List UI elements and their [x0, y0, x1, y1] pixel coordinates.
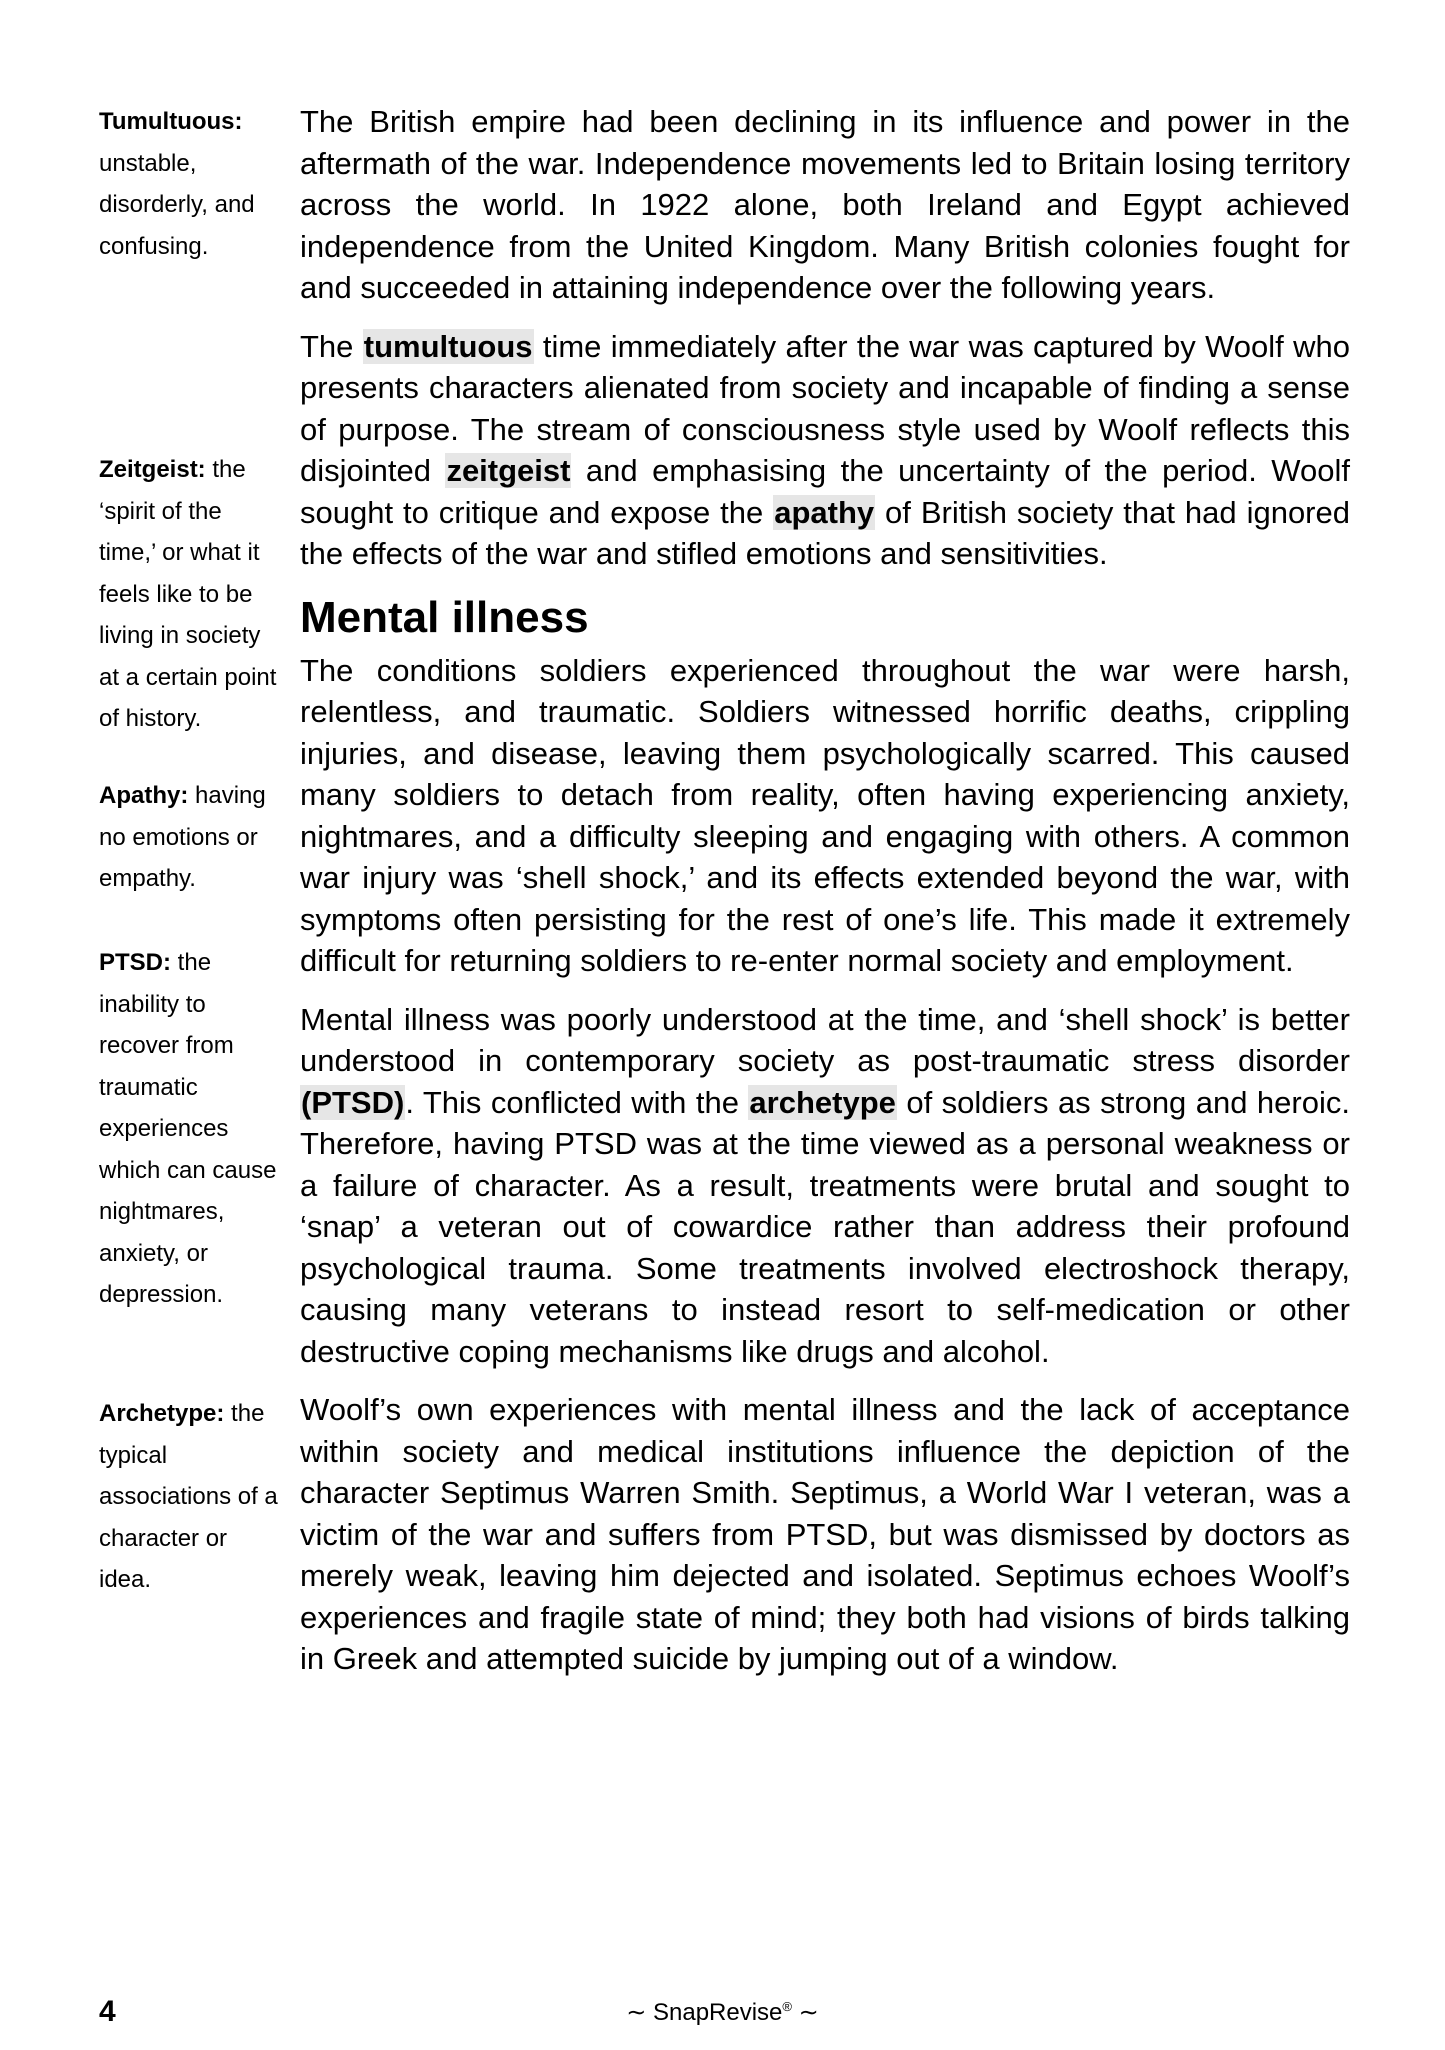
glossary-entry-zeitgeist: [99, 449, 279, 740]
text-run: Mental illness was poorly understood at the time, and ‘shell shock’ is better understood in contemporary society as post-traumatic stress disorder: [300, 1001, 1350, 1078]
page-number: 4: [99, 1995, 116, 2028]
text-run: time immediately after the war was captured by Woolf who presents characters alienated from society and incapable of finding a sense of purpose. The stream of consciousness style used by Woolf reflects this disjointed: [300, 328, 1350, 488]
keyword-archetype: archetype: [749, 1084, 896, 1120]
text-run: of British society that had ignored the effects of the war and stifled emotions and sensitivities.: [300, 494, 1350, 571]
glossary-term: Archetype:: [99, 1400, 225, 1427]
glossary-definition: the ‘spirit of the time,’ or what it feels like to be living in society at a certain point of history.: [99, 456, 277, 732]
glossary-term: Zeitgeist:: [99, 456, 206, 483]
paragraph-woolf-zeitgeist: [300, 326, 1350, 575]
text-run: The: [300, 328, 363, 364]
glossary-term: Apathy:: [99, 782, 189, 809]
paragraph-soldier-conditions: The conditions soldiers experienced throughout the war were harsh, relentless, and traumatic. Soldiers witnessed horrific deaths, crippling injuries, and disease, leaving them psychologically scarred. This caused many soldiers to detach from reality, often having experiencing anxiety, nightmares, and a difficulty sleeping and engaging with others. A common war injury was ‘shell shock,’ and its effects extended beyond the war, with symptoms often persisting for the rest of one’s life. This made it extremely difficult for returning soldiers to re-enter normal society and employment.: [300, 652, 1350, 978]
section-heading: Mental illness: [300, 592, 589, 642]
tilde-left: ∼: [626, 1999, 647, 2026]
glossary-entry-ptsd: [99, 942, 279, 1316]
keyword-apathy: apathy: [774, 494, 875, 530]
text-run: of soldiers as strong and heroic. Therefore, having PTSD was at the time viewed as a personal weakness or a failure of character. As a result, treatments were brutal and sought to ‘snap’ a veteran out of cowardice rather than address their profound psychological trauma. Some treatments involved electroshock therapy, causing many veterans to instead resort to self-medication or other destructive coping mechanisms like drugs and alcohol.: [300, 1084, 1350, 1369]
glossary-entry-tumultuous: [99, 101, 279, 267]
brand-name: SnapRevise: [652, 1999, 783, 2026]
text-run: . This conflicted with the: [405, 1084, 749, 1120]
glossary-definition: unstable, disorderly, and confusing.: [99, 149, 255, 260]
main-text: [300, 101, 1350, 1697]
glossary-definition: the typical associations of a character or idea.: [99, 1400, 278, 1593]
paragraph-mental-illness: [300, 999, 1350, 1373]
glossary-term: Tumultuous:: [99, 108, 243, 135]
glossary-definition: the inability to recover from traumatic experiences which can cause nightmares, anxiety, or depression.: [99, 949, 277, 1308]
footer-brand: [0, 1998, 1445, 2027]
glossary-entry-apathy: [99, 775, 279, 900]
glossary-definition: having no emotions or empathy.: [99, 782, 266, 892]
paragraph-british-empire: The British empire had been declining in its influence and power in the aftermath of the war. Independence movements led to Britain losing territory across the world. In 1922 alone, both Ireland and Egypt achieved independence from the United Kingdom. Many British colonies fought for and succeeded in attaining independence over the following years.: [300, 104, 1350, 305]
text-run: and emphasising the uncertainty of the period. Woolf sought to critique and expose the: [300, 453, 1350, 530]
keyword-ptsd: (PTSD): [301, 1084, 405, 1120]
paragraph-septimus: Woolf’s own experiences with mental illness and the lack of acceptance within society and medical institutions influence the depiction of the character Septimus Warren Smith. Septimus, a World War I veteran, was a victim of the war and suffers from PTSD, but was dismissed by doctors as merely weak, leaving him dejected and isolated. Septimus echoes Woolf’s experiences and fragile state of mind; they both had visions of birds talking in Greek and attempted suicide by jumping out of a window.: [300, 1392, 1350, 1676]
keyword-tumultuous: tumultuous: [363, 328, 533, 364]
registered-mark: ®: [782, 1999, 792, 2014]
tilde-right: ∼: [798, 1999, 819, 2026]
keyword-zeitgeist: zeitgeist: [446, 453, 571, 488]
glossary-entry-archetype: [99, 1393, 279, 1601]
glossary-term: PTSD:: [99, 949, 171, 976]
